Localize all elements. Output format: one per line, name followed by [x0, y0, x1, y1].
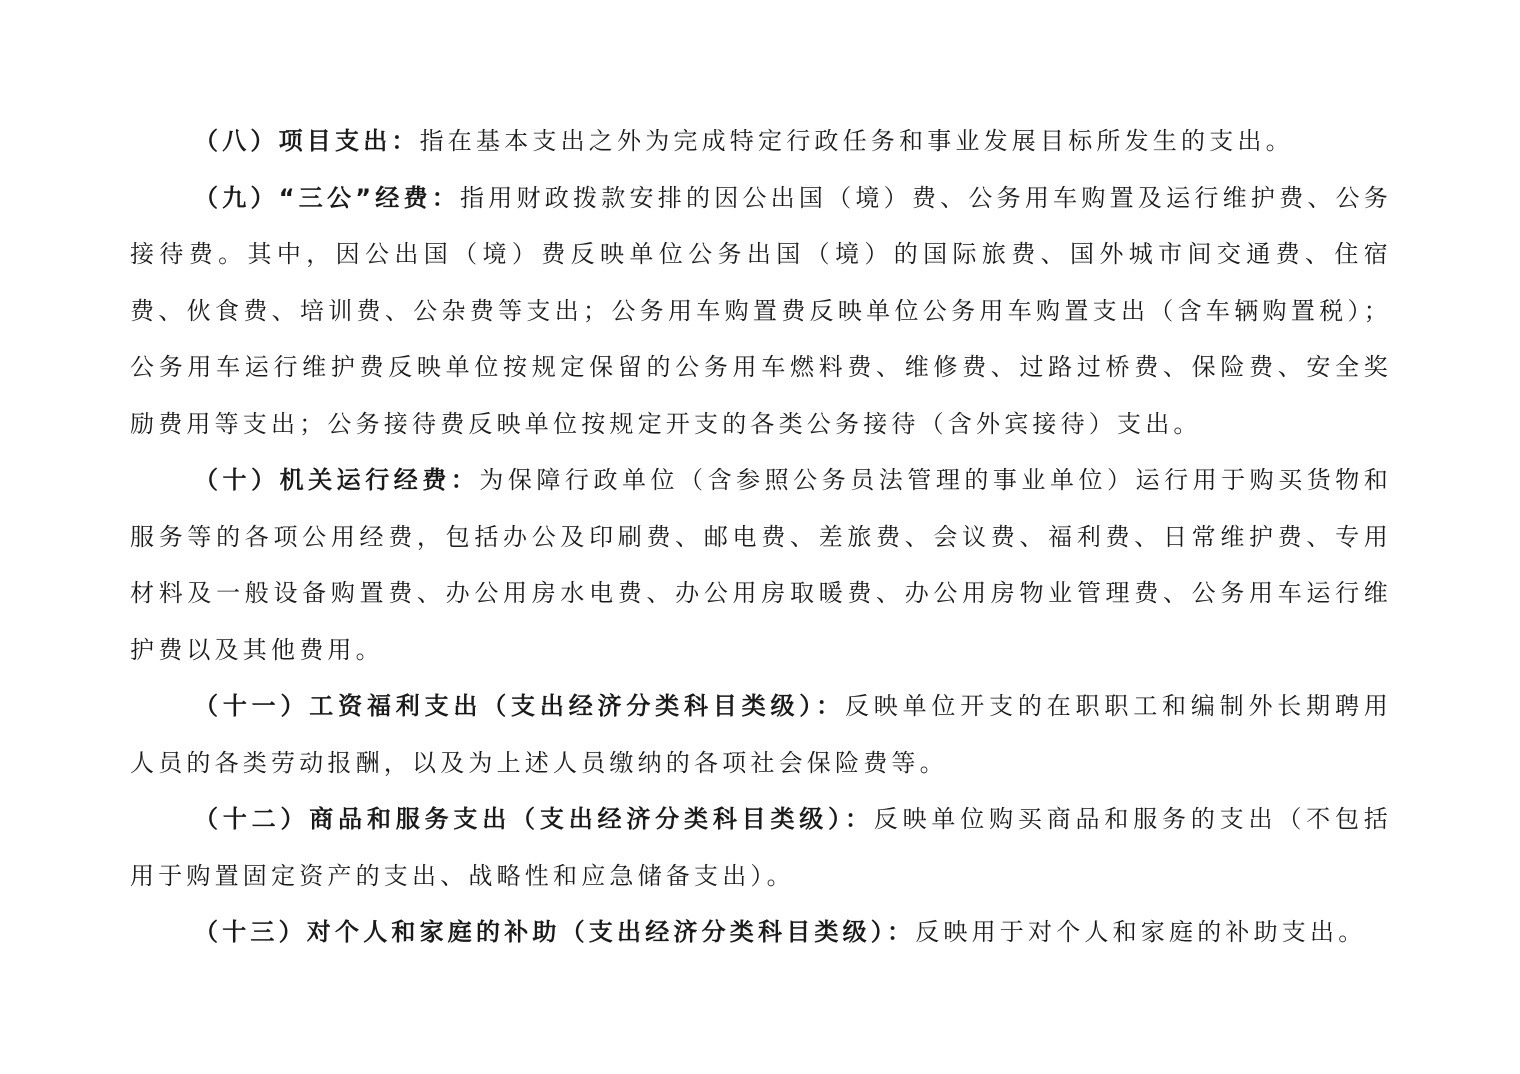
paragraph-individual-household-subsidy: [130, 904, 1392, 961]
term-heading: （十二）商品和服务支出（支出经济分类科目类级）：: [194, 805, 874, 833]
term-heading: （十）机关运行经费：: [194, 466, 480, 494]
paragraph-agency-operating-expenses: [130, 452, 1392, 678]
term-heading: （十三）对个人和家庭的补助（支出经济分类科目类级）：: [194, 918, 916, 946]
term-heading: （十一）工资福利支出（支出经济分类科目类级）：: [194, 692, 845, 720]
term-heading: （八）项目支出：: [194, 127, 420, 155]
term-definition: 指用财政拨款安排的因公出国（境）费、公务用车购置及运行维护费、公务接待费。其中，因公出国（境）费反映单位公务出国（境）的国际旅费、国外城市间交通费、住宿费、伙食费、培训费、公杂费等支出；公务用车购置费反映单位公务用车购置支出（含车辆购置税）；公务用车运行维护费反映单位按规定保留的公务用车燃料费、维修费、过路过桥费、保险费、安全奖励费用等支出；公务接待费反映单位按规定开支的各类公务接待（含外宾接待）支出。: [130, 183, 1393, 438]
term-definition: 反映单位购买商品和服务的支出（不包括用于购置固定资产的支出、战略性和应急储备支出）。: [130, 805, 1392, 890]
term-heading: （九）“三公”经费：: [194, 183, 460, 212]
term-definition: 反映用于对个人和家庭的补助支出。: [915, 918, 1367, 946]
paragraph-wage-welfare-expenditure: [130, 678, 1392, 791]
paragraph-goods-services-expenditure: [130, 791, 1392, 904]
term-definition: 指在基本支出之外为完成特定行政任务和事业发展目标所发生的支出。: [419, 127, 1294, 155]
term-definition: 为保障行政单位（含参照公务员法管理的事业单位）运行用于购买货物和服务等的各项公用经费，包括办公及印刷费、邮电费、差旅费、会议费、福利费、日常维护费、专用材料及一般设备购置费、办公用房水电费、办公用房取暖费、办公用房物业管理费、公务用车运行维护费以及其他费用。: [130, 466, 1393, 664]
paragraph-project-expenditure: [130, 113, 1392, 170]
term-definition: 反映单位开支的在职职工和编制外长期聘用人员的各类劳动报酬，以及为上述人员缴纳的各项社会保险费等。: [130, 692, 1392, 777]
document-body: [130, 113, 1392, 961]
paragraph-three-public-expenses: [130, 170, 1392, 453]
